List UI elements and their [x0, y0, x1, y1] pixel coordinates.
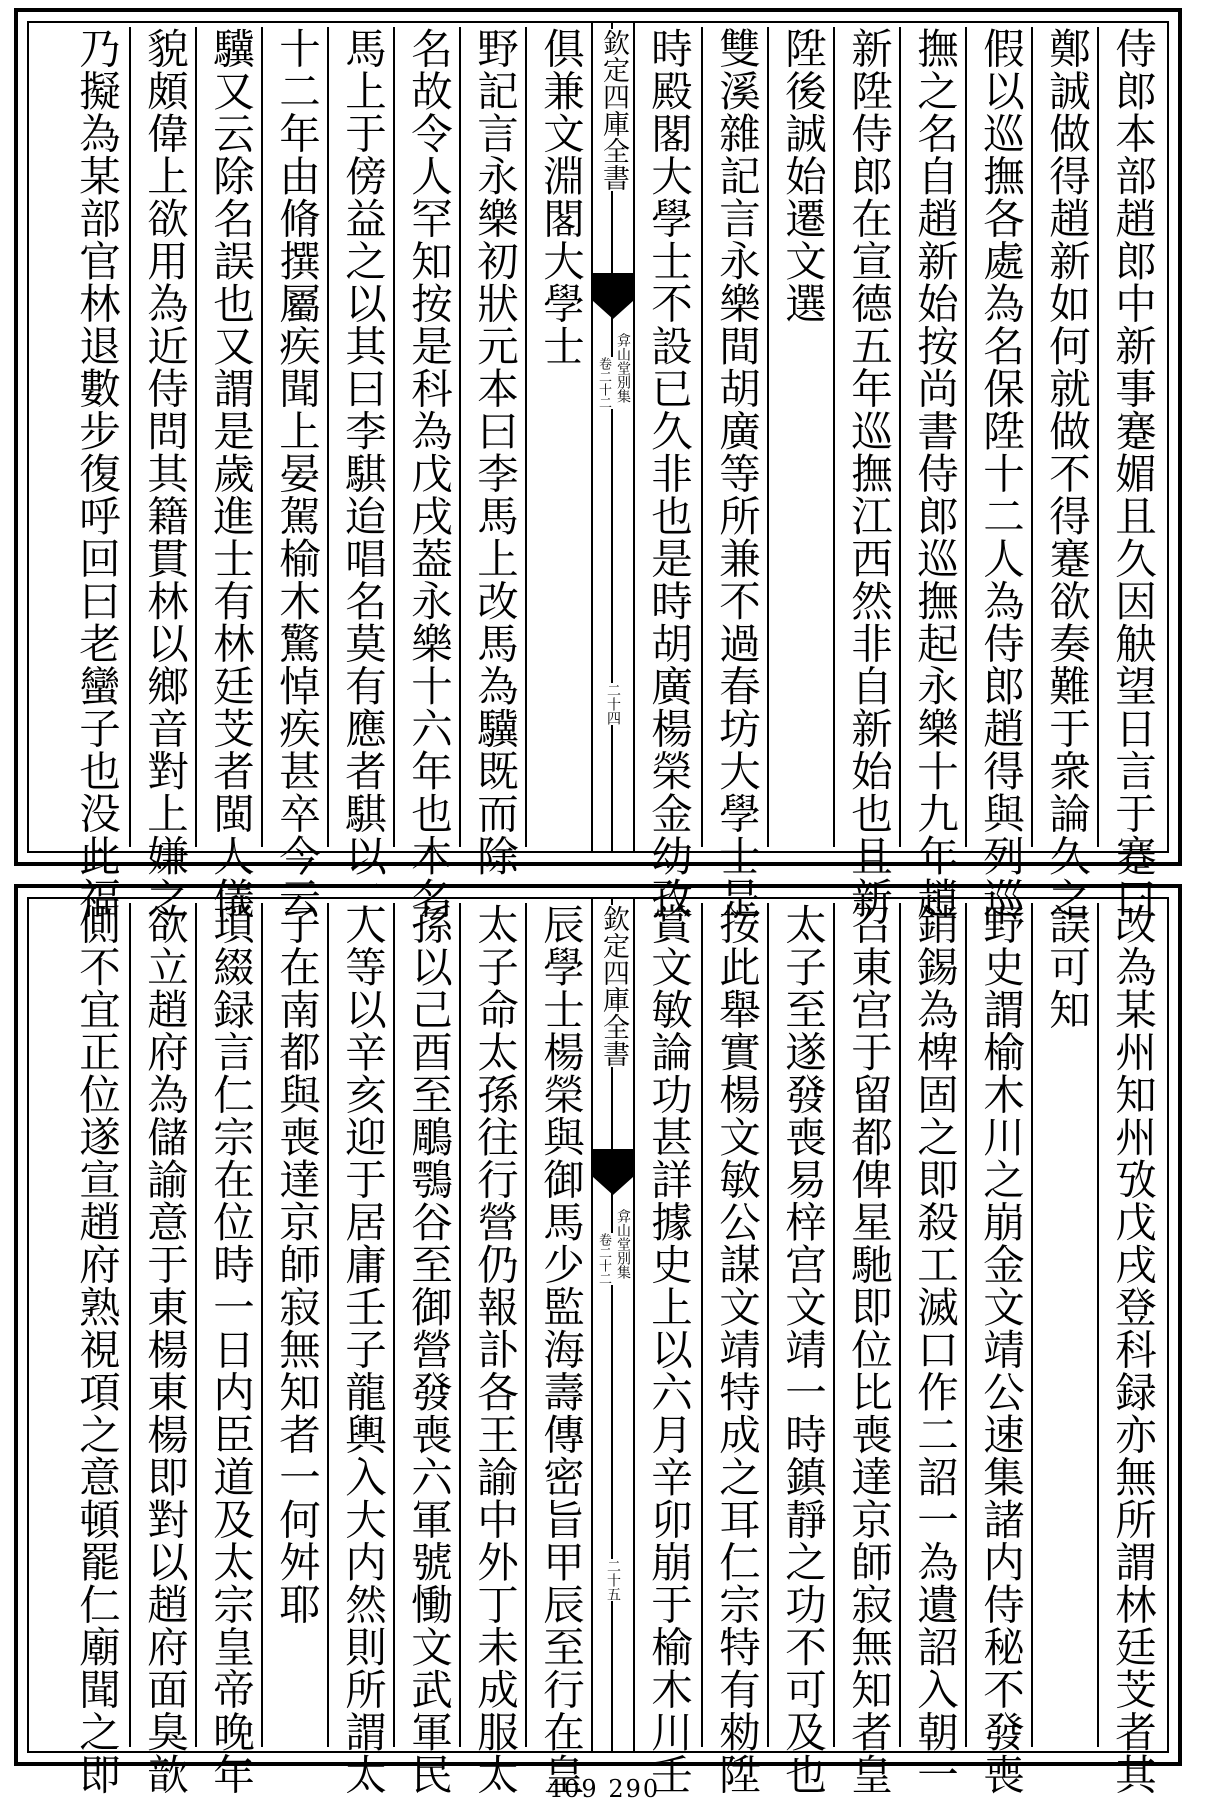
top-leaf-column — [701, 27, 767, 920]
gutter-collection-title: 欽定四庫全書 — [593, 29, 633, 191]
top-leaf-column-text: 俱兼文淵閣大學士 — [536, 27, 585, 367]
bottom-leaf-column-text: 辰學士楊榮與御馬少監海壽傳密旨甲辰至行在皇 — [536, 903, 585, 1796]
top-leaf-frame — [27, 21, 1169, 920]
top-leaf-column — [63, 27, 129, 920]
top-leaf-column — [767, 27, 833, 847]
bottom-leaf-column-text: 按此舉實楊文敏公謀文靖特成之耳仁宗特有勑陞 — [712, 903, 761, 1796]
top-leaf-column — [129, 27, 195, 920]
bottom-leaf-column-text: 改為某州知州攷戊戌登科録亦無所謂林廷芠者其 — [1108, 903, 1157, 1796]
top-leaf-column — [195, 27, 261, 920]
top-leaf-column-text: 時殿閣大學士不設已久非也是時胡廣楊榮金幼孜 — [644, 27, 693, 920]
footer-page-number: 409 290 — [546, 1775, 661, 1803]
bottom-leaf-column — [525, 903, 591, 1796]
bottom-leaf-column — [129, 903, 195, 1796]
top-leaf-column — [1031, 27, 1097, 920]
top-leaf-center-gutter — [591, 23, 635, 851]
gutter-page-number: 二十四 — [593, 683, 633, 725]
top-leaf-column-text: 雙溪雜記言永樂間胡廣等所兼不過春坊大學士是 — [712, 27, 761, 920]
bottom-leaf-column-text: 欲立趙府為儲諭意于東楊東楊即對以趙府面臭歆 — [140, 903, 189, 1796]
fishtail-mark-icon — [593, 273, 633, 301]
bottom-leaf-column-text: 銷錫為椑固之即殺工滅口作二詔一為遺詔入朝一 — [910, 903, 959, 1796]
top-leaf-column — [525, 27, 591, 847]
bottom-leaf-column — [261, 903, 327, 1747]
bottom-leaf-column-text: 召東宫于留都俾星馳即位比喪達京師寂無知者皇 — [844, 903, 893, 1796]
fishtail-mark-icon — [593, 1149, 633, 1177]
top-leaf-column — [459, 27, 525, 877]
bottom-leaf-column-text: 誤可知 — [1042, 903, 1091, 1031]
fishtail-notch-icon — [593, 301, 633, 319]
top-leaf-column — [899, 27, 965, 920]
top-leaf-column-text: 陞後誠始遷文選 — [778, 27, 827, 325]
top-leaf-column-text: 野記言永樂初狀元本曰李馬上改馬為驥既而除 — [470, 27, 519, 877]
bottom-leaf-column — [635, 903, 701, 1796]
top-leaf-column-text: 假以巡撫各處為名保陞十二人為侍郎趙得與列巡 — [976, 27, 1025, 920]
bottom-leaf-column — [1031, 903, 1097, 1747]
bottom-leaf-column-text: 孫以己酉至鵰鶚谷至御營發喪六軍號慟文武軍民 — [404, 903, 453, 1796]
bottom-leaf-column-text: 側不宜正位遂宣趙府熟視項之意頓罷仁廟聞之即 — [72, 903, 121, 1796]
bottom-leaf-column-text: 子在南都與喪達京師寂無知者一何舛耶 — [272, 903, 321, 1626]
top-leaf-column — [833, 27, 899, 920]
bottom-leaf-column-text: 太子至遂發喪易梓宫文靖一時鎮靜之功不可及也 — [778, 903, 827, 1796]
bottom-leaf-column — [195, 903, 261, 1796]
top-leaf-column — [635, 27, 701, 920]
top-leaf-column — [1097, 27, 1163, 920]
top-leaf-column-text: 名故令人罕知按是科為戊戌葢永樂十六年也本名 — [404, 27, 453, 920]
bottom-leaf-column — [965, 903, 1031, 1796]
bottom-leaf-column — [701, 903, 767, 1796]
gutter-volume: 卷二十二 — [593, 1233, 613, 1285]
bottom-leaf-column-text: 瑣綴録言仁宗在位時一日内臣道及太宗皇帝晚年 — [206, 903, 255, 1796]
bottom-leaf-column — [63, 903, 129, 1796]
bottom-leaf-column-text: 野史謂榆木川之崩金文靖公速集諸内侍秘不發喪 — [976, 903, 1025, 1796]
top-leaf-column-text: 驥又云除名誤也又謂是歲進士有林廷芠者閩人儀 — [206, 27, 255, 920]
bottom-leaf-column-text: 太子命太孫往行營仍報訃各王諭中外丁未成服太 — [470, 903, 519, 1796]
top-leaf-column-text: 新陞侍郎在宣德五年巡撫江西然非自新始也且新 — [844, 27, 893, 920]
bottom-leaf-column-text: 人等以辛亥迎于居庸壬子龍輿入大内然則所謂太 — [338, 903, 387, 1796]
top-leaf-column-text: 十二年由脩撰屬疾聞上晏駕榆木驚悼疾甚卒今云 — [272, 27, 321, 920]
top-leaf-column-text: 撫之名自趙新始按尚書侍郎巡撫起永樂十九年趙 — [910, 27, 959, 920]
top-leaf-column-text: 鄭誠做得趙新如何就做不得蹇欲奏難于衆論久之 — [1042, 27, 1091, 920]
bottom-leaf-column-text: 賞文敏論功甚詳據史上以六月辛卯崩于榆木川壬 — [644, 903, 693, 1796]
top-leaf-column-text: 馬上于傍益之以其曰李騏迨唱名莫有應者騏以二 — [338, 27, 387, 920]
gutter-book-title: 弇山堂別集 — [615, 1209, 631, 1279]
top-leaf-column-text: 貌頗偉上欲用為近侍問其籍貫林以鄉音對上嫌之 — [140, 27, 189, 920]
gutter-page-number: 二十五 — [593, 1559, 633, 1601]
gutter-collection-title: 欽定四庫全書 — [593, 905, 633, 1067]
gutter-volume: 卷二十二 — [593, 357, 613, 409]
bottom-leaf-column — [327, 903, 393, 1796]
bottom-leaf-column — [899, 903, 965, 1796]
bottom-leaf-center-gutter — [591, 899, 635, 1751]
bottom-leaf-column — [393, 903, 459, 1796]
top-leaf-column-text: 乃擬為某部官林退數步復呼回曰老蠻子也没此福 — [72, 27, 121, 920]
top-leaf-column — [261, 27, 327, 920]
bottom-leaf-column — [1097, 903, 1163, 1796]
gutter-book-title: 弇山堂別集 — [615, 333, 631, 403]
top-leaf-column — [965, 27, 1031, 920]
top-leaf — [14, 8, 1182, 920]
bottom-leaf-column — [833, 903, 899, 1796]
bottom-leaf-column — [767, 903, 833, 1796]
top-leaf-column-text: 侍郎本部趙郎中新事蹇媚且久因觖望日言于蹇曰 — [1108, 27, 1157, 920]
top-leaf-column — [393, 27, 459, 920]
bottom-leaf-column — [459, 903, 525, 1796]
fishtail-notch-icon — [593, 1177, 633, 1195]
top-leaf-column — [327, 27, 393, 920]
